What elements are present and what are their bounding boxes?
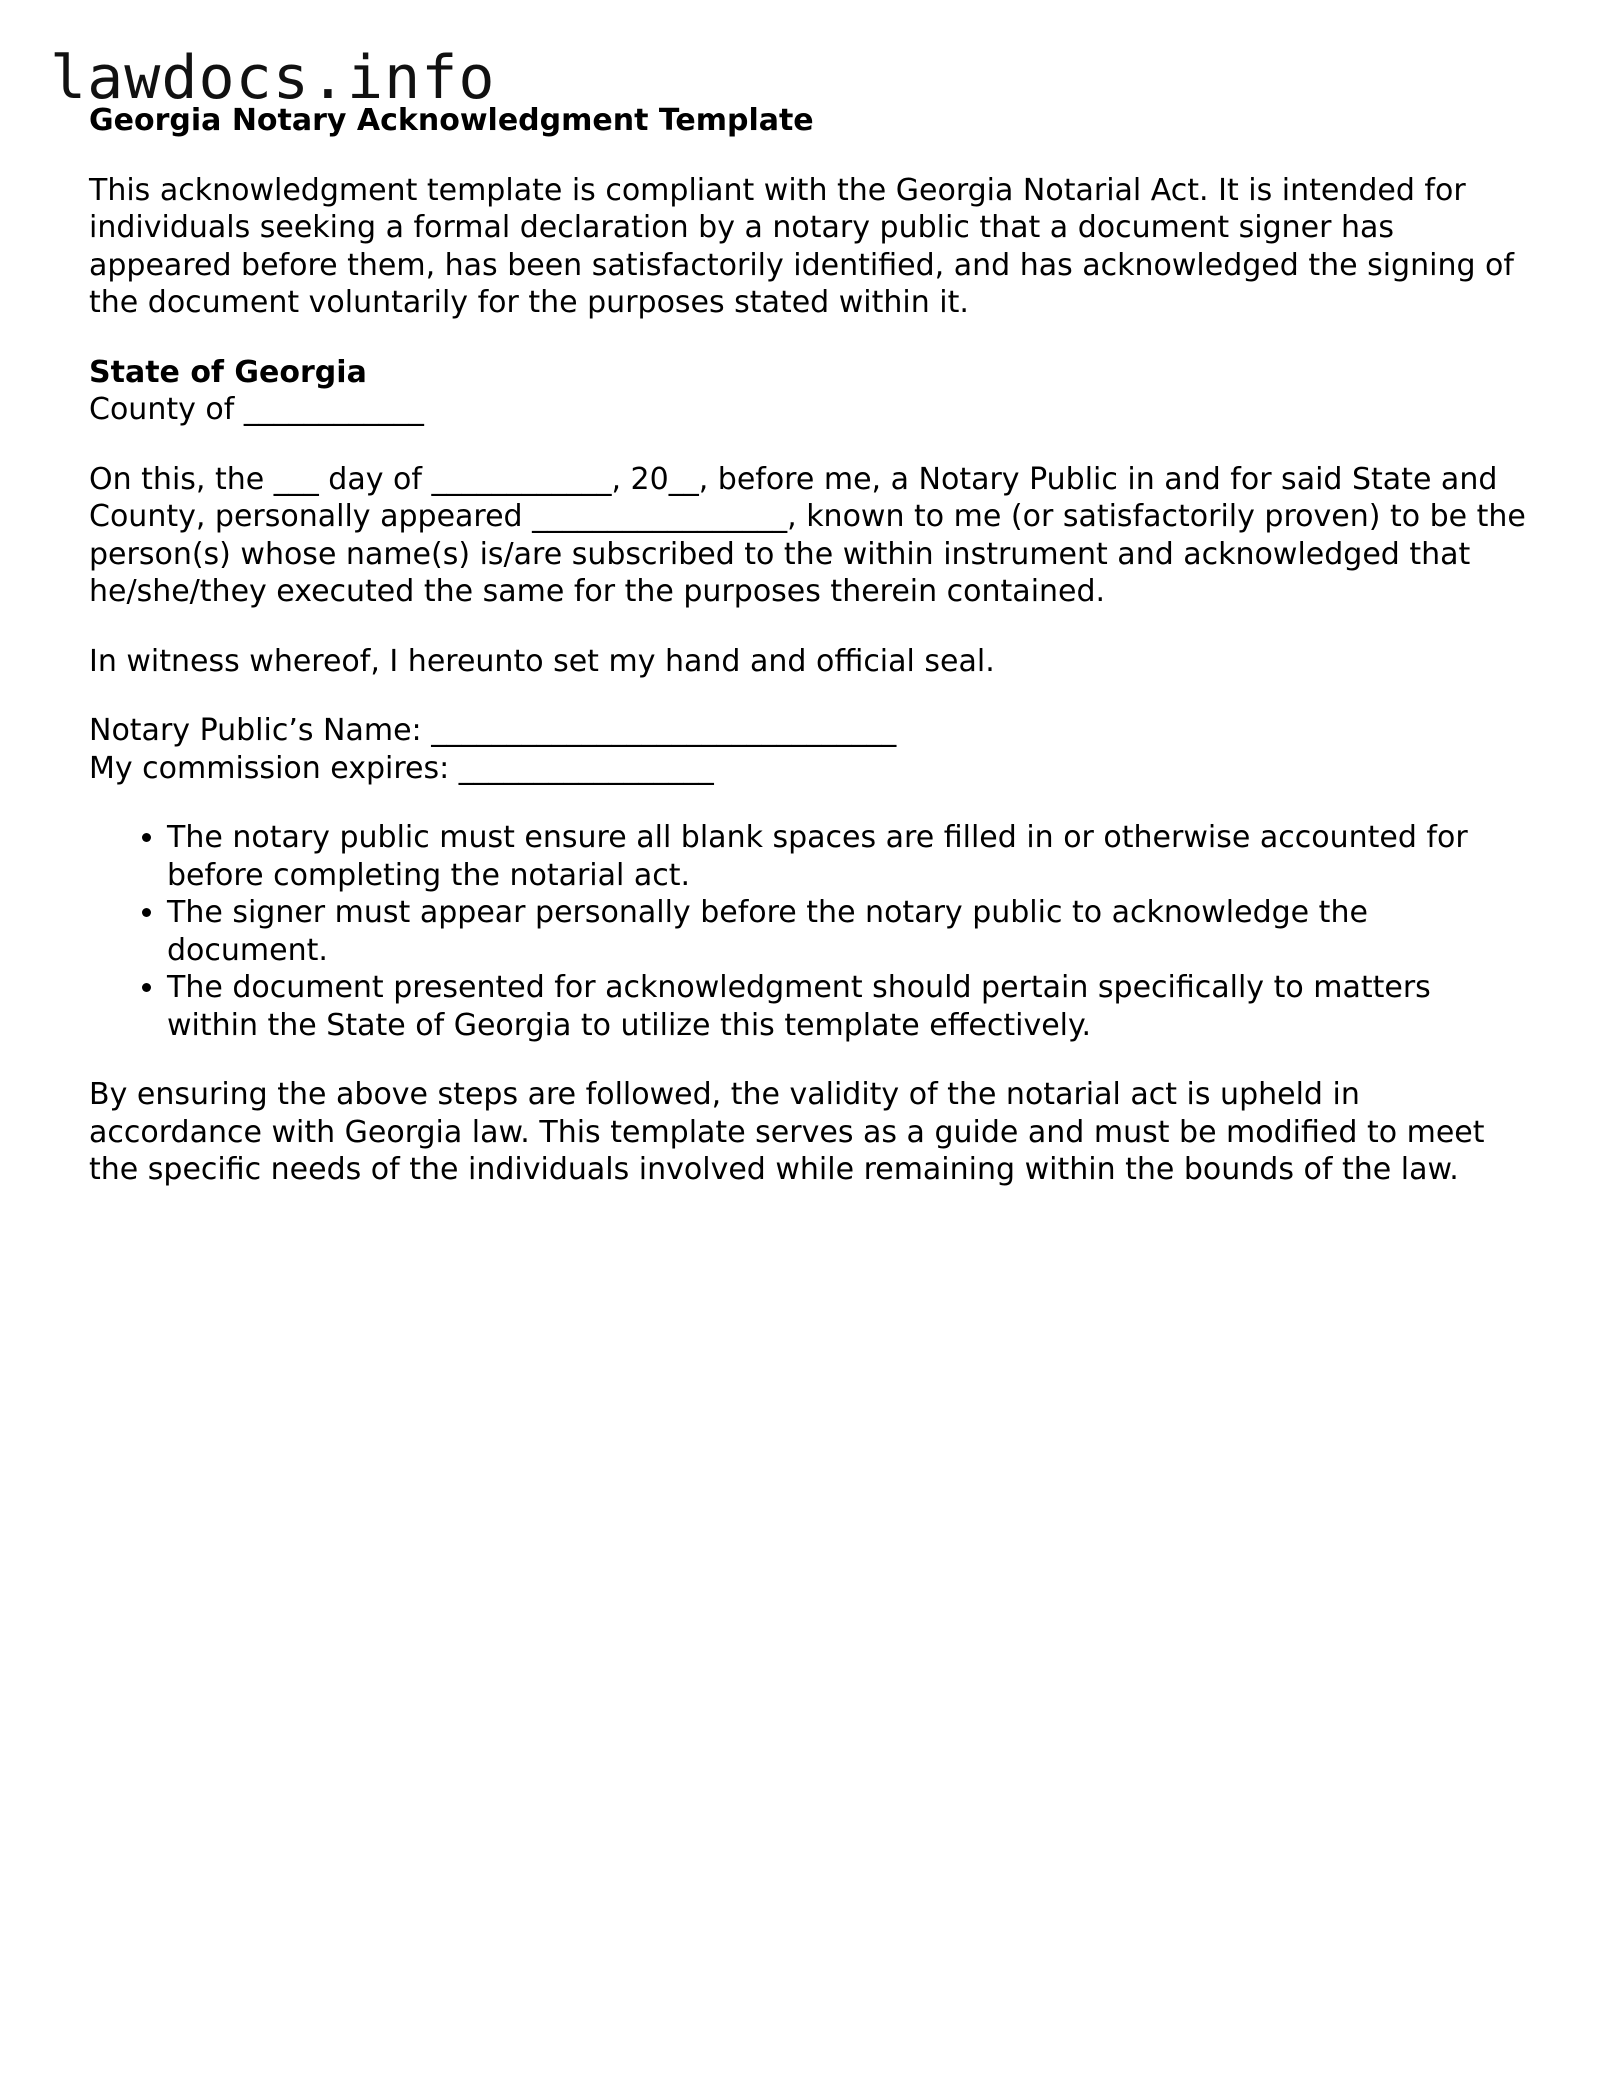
intro-paragraph: This acknowledgment template is compliant with the Georgia Notarial Act. It is intended for individuals seeking a formal declaration by a notary public that a document signer has appeared before them, has been satisfactorily identified, and has acknowledged the signing of the document voluntarily for the purposes stated within it. <box>89 172 1514 320</box>
list-item: • The signer must appear personally before the notary public to acknowledge the document. <box>167 894 1529 969</box>
state-heading: State of Georgia <box>89 354 367 390</box>
closing-paragraph: By ensuring the above steps are followed, the validity of the notarial act is upheld in accordance with Georgia law. This template serves as a guide and must be modified to meet the specific needs of the individuals involved while remaining within the bounds of the law. <box>89 1077 1485 1187</box>
venue-block <box>89 354 1529 429</box>
commission-expires-line: My commission expires: _________________ <box>89 750 714 786</box>
county-line: County of ____________ <box>89 392 424 427</box>
watermark-logo: lawdocs.info <box>50 43 496 113</box>
list-item: • The document presented for acknowledgment should pertain specifically to matters within the State of Georgia to utilize this template effectively. <box>167 969 1529 1044</box>
witness-line: In witness whereof, I hereunto set my hand and official seal. <box>89 643 995 679</box>
document-body <box>89 102 1529 1221</box>
document-title: Georgia Notary Acknowledgment Template <box>89 103 814 138</box>
requirements-list <box>89 819 1529 1044</box>
list-item: • The notary public must ensure all blank spaces are filled in or otherwise accounted for before completing the notarial act. <box>167 819 1529 894</box>
acknowledgment-paragraph: On this, the ___ day of ____________, 20__, before me, a Notary Public in and for said State and County, personally appeared _________________, known to me (or satisfactorily proven) to be the person(s) whose name(s) is/are subscribed to the within instrument and acknowledged that he/she/they executed the same for the purposes therein contained. <box>89 461 1526 609</box>
notary-signature-block <box>89 712 1529 787</box>
notary-name-line: Notary Public’s Name: _______________________________ <box>89 713 897 748</box>
